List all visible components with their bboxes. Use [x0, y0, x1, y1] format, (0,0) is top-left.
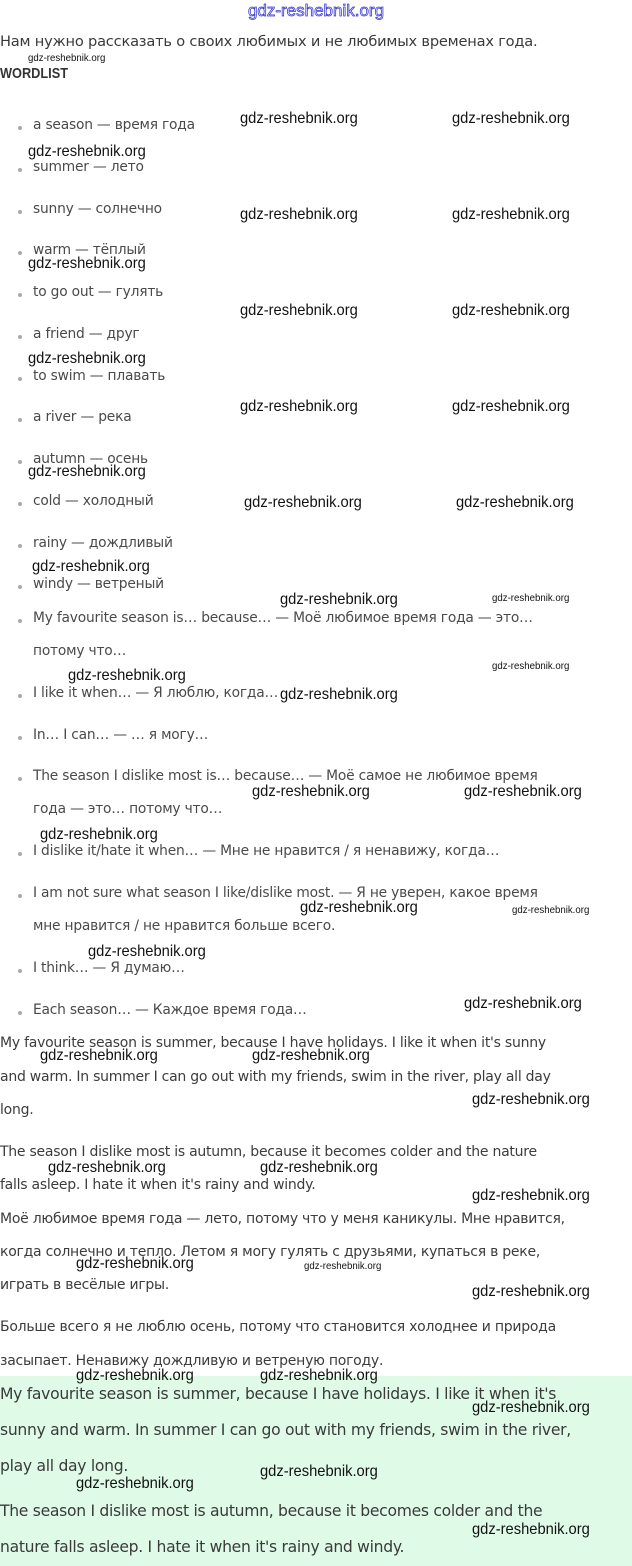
wordlist-item: windy — ветреный [33, 576, 164, 592]
watermark-text: gdz-reshebnik.org [304, 1260, 382, 1272]
watermark-text: gdz-reshebnik.org [240, 398, 358, 415]
wordlist-item: a friend — друг [33, 326, 140, 342]
paragraph-line: играть в весёлые игры. [0, 1277, 170, 1293]
watermark-text: gdz-reshebnik.org [252, 1047, 370, 1064]
answer-paragraph-line: My favourite season is summer, because I have holidays. I like it when it's [0, 1385, 557, 1403]
watermark-text: gdz-reshebnik.org [88, 943, 206, 960]
answer-paragraph-line: The season I dislike most is autumn, because it becomes colder and the [0, 1502, 543, 1520]
watermark-text: gdz-reshebnik.org [244, 494, 362, 511]
bullet-icon [18, 1011, 22, 1015]
watermark-text: gdz-reshebnik.org [260, 1463, 378, 1480]
bullet-icon [18, 777, 22, 781]
watermark-text: gdz-reshebnik.org [68, 667, 186, 684]
watermark-text: gdz-reshebnik.org [76, 1367, 194, 1384]
task-intro: Нам нужно рассказать о своих любимых и не любимых временах года. [0, 33, 538, 50]
bullet-icon [18, 335, 22, 339]
bullet-icon [18, 126, 22, 130]
watermark-text: gdz-reshebnik.org [280, 591, 398, 608]
paragraph-line: когда солнечно и тепло. Летом я могу гулять с друзьями, купаться в реке, [0, 1244, 541, 1260]
wordlist-item: warm — тёплый [33, 242, 146, 258]
wordlist-item-continuation: года — это… потому что… [33, 801, 223, 817]
wordlist-item: to swim — плавать [33, 368, 166, 384]
answer-paragraph-line: sunny and warm. In summer I can go out with my friends, swim in the river, [0, 1421, 571, 1439]
wordlist-heading: WORDLIST [0, 65, 68, 82]
watermark-text: gdz-reshebnik.org [464, 995, 582, 1012]
watermark-text: gdz-reshebnik.org [28, 255, 146, 272]
wordlist-item: My favourite season is… because… — Моё любимое время года — это… [33, 610, 533, 626]
watermark-text: gdz-reshebnik.org [464, 783, 582, 800]
wordlist-item: I am not sure what season I like/dislike most. — Я не уверен, какое время [33, 885, 538, 901]
wordlist-item: I like it when… — Я люблю, когда… [33, 685, 279, 701]
wordlist-item: In… I can… — … я могу… [33, 727, 209, 743]
wordlist-item: The season I dislike most is… because… — Моё самое не любимое время [33, 768, 538, 784]
wordlist-item: summer — лето [33, 159, 144, 175]
paragraph-line: My favourite season is summer, because I have holidays. I like it when it's sunny [0, 1035, 546, 1051]
wordlist-item: autumn — осень [33, 451, 148, 467]
wordlist-item: Each season… — Каждое время года… [33, 1002, 307, 1018]
bullet-icon [18, 168, 22, 172]
wordlist-item-continuation: мне нравится / не нравится больше всего. [33, 918, 336, 934]
watermark-text: gdz-reshebnik.org [28, 463, 146, 480]
bullet-icon [18, 894, 22, 898]
watermark-text: gdz-reshebnik.org [40, 1047, 158, 1064]
watermark-text: gdz-reshebnik.org [48, 1159, 166, 1176]
wordlist-item: a season — время года [33, 117, 195, 133]
watermark-text: gdz-reshebnik.org [472, 1091, 590, 1108]
wordlist-item: a river — река [33, 409, 132, 425]
watermark-text: gdz-reshebnik.org [456, 494, 574, 511]
watermark-text: gdz-reshebnik.org [28, 350, 146, 367]
watermark-text: gdz-reshebnik.org [300, 899, 418, 916]
watermark-text: gdz-reshebnik.org [240, 206, 358, 223]
watermark-text: gdz-reshebnik.org [76, 1475, 194, 1492]
wordlist-item: cold — холодный [33, 493, 154, 509]
bullet-icon [18, 210, 22, 214]
watermark-text: gdz-reshebnik.org [472, 1187, 590, 1204]
paragraph-line: Моё любимое время года — лето, потому что у меня каникулы. Мне нравится, [0, 1211, 565, 1227]
watermark-text: gdz-reshebnik.org [452, 398, 570, 415]
answer-paragraph-line: play all day long. [0, 1457, 128, 1475]
bullet-icon [18, 852, 22, 856]
watermark-text: gdz-reshebnik.org [452, 110, 570, 127]
watermark-text: gdz-reshebnik.org [492, 592, 570, 604]
bullet-icon [18, 418, 22, 422]
bullet-icon [18, 460, 22, 464]
watermark-text: gdz-reshebnik.org [32, 558, 150, 575]
watermark-text: gdz-reshebnik.org [260, 1367, 378, 1384]
watermark-text: gdz-reshebnik.org [76, 1255, 194, 1272]
wordlist-item-continuation: потому что… [33, 643, 127, 659]
watermark-text: gdz-reshebnik.org [28, 52, 106, 64]
watermark-text: gdz-reshebnik.org [472, 1283, 590, 1300]
watermark-text: gdz-reshebnik.org [472, 1399, 590, 1416]
wordlist-item: sunny — солнечно [33, 201, 162, 217]
paragraph-line: and warm. In summer I can go out with my friends, swim in the river, play all day [0, 1069, 551, 1085]
answer-paragraph-line: nature falls asleep. I hate it when it's rainy and windy. [0, 1538, 405, 1556]
watermark-text: gdz-reshebnik.org [452, 302, 570, 319]
paragraph-line: falls asleep. I hate it when it's rainy and windy. [0, 1177, 316, 1193]
bullet-icon [18, 293, 22, 297]
watermark-text: gdz-reshebnik.org [280, 686, 398, 703]
bullet-icon [18, 619, 22, 623]
bullet-icon [18, 251, 22, 255]
header-watermark: gdz-reshebnik.org [247, 1, 385, 20]
watermark-text: gdz-reshebnik.org [512, 904, 590, 916]
paragraph-line: long. [0, 1102, 34, 1118]
bullet-icon [18, 502, 22, 506]
bullet-icon [18, 969, 22, 973]
wordlist-item: to go out — гулять [33, 284, 164, 300]
watermark-text: gdz-reshebnik.org [492, 660, 570, 672]
bullet-icon [18, 736, 22, 740]
watermark-text: gdz-reshebnik.org [472, 1521, 590, 1538]
watermark-text: gdz-reshebnik.org [260, 1159, 378, 1176]
bullet-icon [18, 377, 22, 381]
watermark-text: gdz-reshebnik.org [452, 206, 570, 223]
bullet-icon [18, 585, 22, 589]
wordlist-item: I dislike it/hate it when… — Мне не нравится / я ненавижу, когда… [33, 843, 500, 859]
wordlist-item: I think… — Я думаю… [33, 960, 185, 976]
paragraph-line: The season I dislike most is autumn, because it becomes colder and the nature [0, 1144, 537, 1160]
paragraph-line: засыпает. Ненавижу дождливую и ветреную погоду. [0, 1353, 384, 1369]
wordlist-item: rainy — дождливый [33, 535, 173, 551]
watermark-text: gdz-reshebnik.org [240, 302, 358, 319]
watermark-text: gdz-reshebnik.org [252, 783, 370, 800]
paragraph-line: Больше всего я не люблю осень, потому что становится холоднее и природа [0, 1319, 556, 1335]
bullet-icon [18, 544, 22, 548]
watermark-text: gdz-reshebnik.org [240, 110, 358, 127]
bullet-icon [18, 694, 22, 698]
watermark-text: gdz-reshebnik.org [40, 826, 158, 843]
watermark-text: gdz-reshebnik.org [28, 143, 146, 160]
